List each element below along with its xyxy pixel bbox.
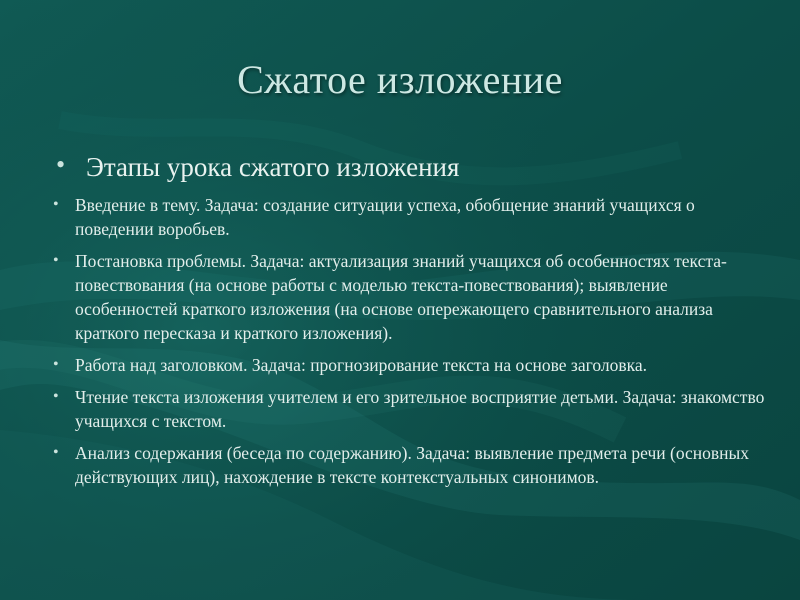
- stages-list: [50, 193, 768, 489]
- list-item: [50, 353, 768, 377]
- list-item-text: Постановка проблемы. Задача: актуализация знаний учащихся об особенностях текста-повествования (на основе работы с моделью текста-повествования); выявление особенностей краткого изложения (на основе опережающего сравнительного анализа краткого пересказа и краткого изложения).: [75, 251, 727, 343]
- bullet-icon: •: [53, 388, 59, 405]
- list-item: [50, 193, 768, 241]
- section-heading-text: Этапы урока сжатого изложения: [86, 152, 460, 182]
- list-item: [50, 441, 768, 489]
- list-item-text: Работа над заголовком. Задача: прогнозирование текста на основе заголовка.: [75, 355, 647, 375]
- bullet-icon: •: [53, 252, 59, 269]
- list-item: [50, 385, 768, 433]
- section-heading: [50, 150, 768, 184]
- list-item-text: Введение в тему. Задача: создание ситуации успеха, обобщение знаний учащихся о поведении воробьев.: [75, 195, 695, 239]
- list-item-text: Анализ содержания (беседа по содержанию). Задача: выявление предмета речи (основных действующих лиц), нахождение в тексте контекстуальных синонимов.: [75, 443, 750, 487]
- list-item-text: Чтение текста изложения учителем и его зрительное восприятие детьми. Задача: знакомство учащихся с текстом.: [75, 387, 765, 431]
- bullet-icon: •: [53, 196, 59, 213]
- list-item: [50, 249, 768, 345]
- bullet-icon: •: [53, 444, 59, 461]
- slide-title: Сжатое изложение: [237, 57, 563, 102]
- bullet-icon: •: [56, 150, 66, 179]
- bullet-icon: •: [53, 356, 59, 373]
- content-area: [50, 150, 768, 497]
